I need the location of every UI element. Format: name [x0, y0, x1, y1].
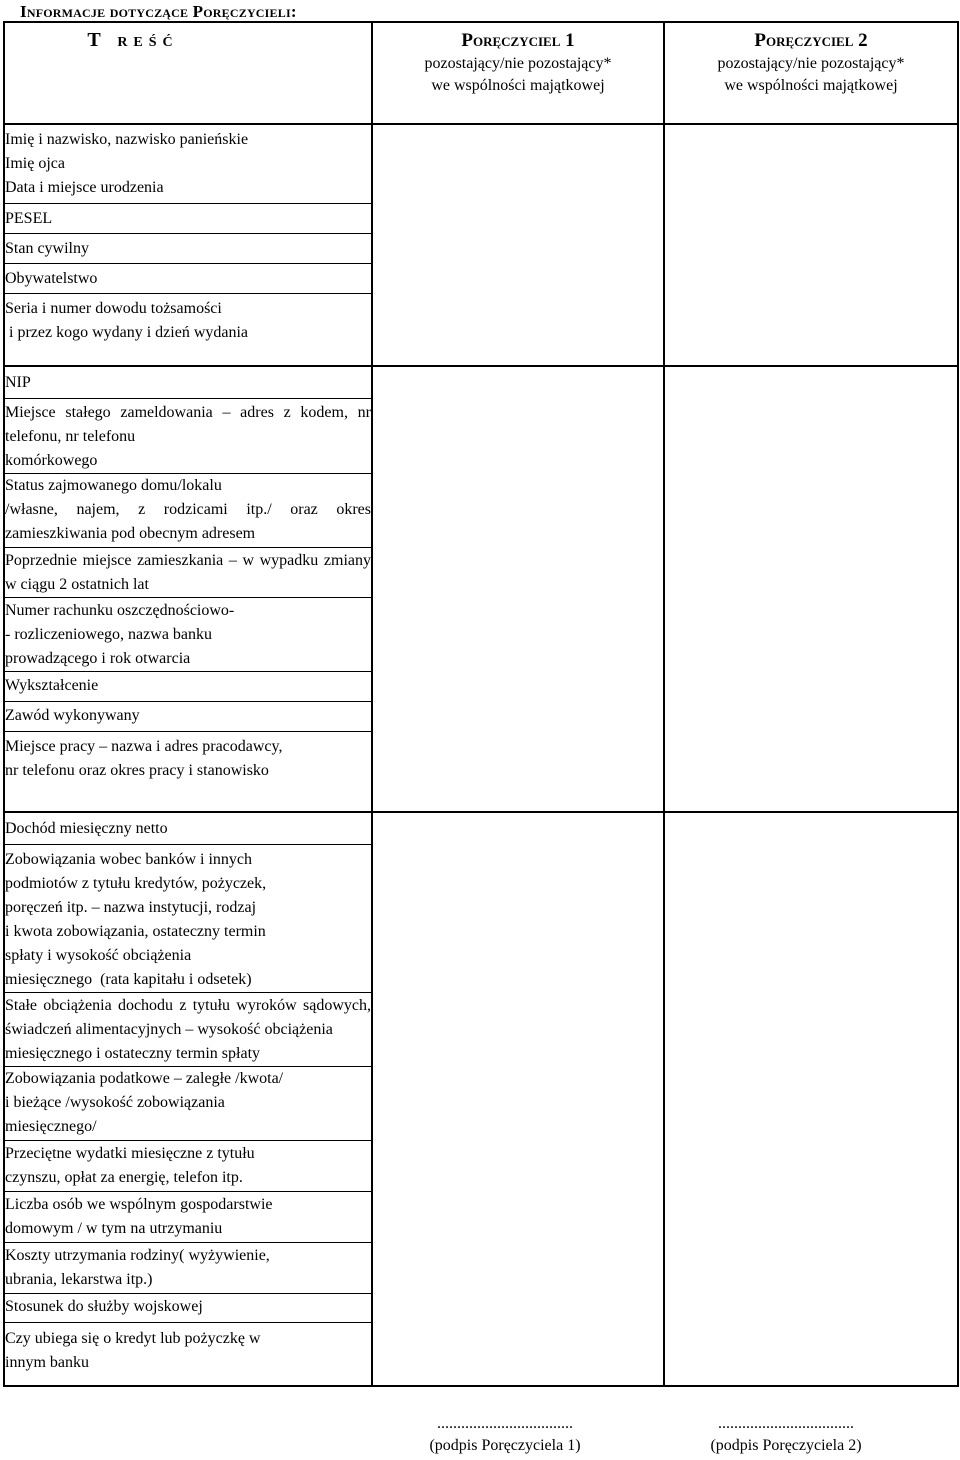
label-family-costs-2: ubrania, lekarstwa itp.) — [5, 1268, 371, 1294]
label-housing-status-2: /własne, najem, z rodzicami itp./ oraz okres zamieszkiwania pod obecnym adresem — [5, 498, 371, 548]
label-fixed-charges: Stałe obciążenia dochodu z tytułu wyroków sądowych, świadczeń alimentacyjnych – wysokość obciążenia — [5, 997, 371, 1038]
p1-address-field[interactable] — [372, 366, 664, 812]
label-liabilities-6: miesięcznego (rata kapitału i odsetek) — [5, 968, 371, 993]
label-tax-liabilities-2: i bieżące /wysokość zobowiązania — [5, 1094, 225, 1111]
label-bank-account-3: prowadzącego i rok otwarcia — [5, 647, 371, 672]
label-workplace: Miejsce pracy – nazwa i adres pracodawcy, — [5, 738, 283, 755]
page-title: Informacje dotyczące Poręczycieli: — [20, 2, 297, 21]
address-labels — [4, 366, 372, 812]
section-personal — [4, 124, 958, 366]
guarantor-info-table — [3, 21, 959, 1387]
header-poreczyciel-1: Poręczyciel 1 pozostający/nie pozostający* we wspólności majątkowej — [372, 22, 664, 124]
label-nip: NIP — [5, 369, 371, 399]
label-other-credit-2: innym banku — [5, 1354, 89, 1371]
p1-status-line: pozostający/nie pozostający* — [424, 55, 612, 72]
header-tresc: T REŚĆ — [4, 22, 372, 124]
label-registered-address: Miejsce stałego zameldowania – adres z kodem, nr telefonu, nr telefonu — [5, 404, 371, 445]
label-id-number: Seria i numer dowodu tożsamości — [5, 300, 222, 317]
p1-status-line-2: we wspólności majątkowej — [431, 77, 605, 94]
label-marital-status: Stan cywilny — [5, 234, 371, 264]
p2-personal-field[interactable] — [664, 124, 958, 366]
label-liabilities-4: i kwota zobowiązania, ostateczny termin — [5, 923, 266, 940]
label-liabilities-5: spłaty i wysokość obciążenia — [5, 947, 192, 964]
label-father-name: Imię ojca — [5, 155, 65, 172]
label-bank-account: Numer rachunku oszczędnościowo- — [5, 602, 235, 619]
finance-labels — [4, 812, 372, 1386]
p2-status-line-2: we wspólności majątkowej — [724, 77, 898, 94]
label-tax-liabilities: Zobowiązania podatkowe – zaległe /kwota/ — [5, 1070, 284, 1087]
p2-address-field[interactable] — [664, 366, 958, 812]
signature-label-2: (podpis Poręczyciela 2) — [710, 1437, 862, 1454]
label-other-credit: Czy ubiega się o kredyt lub pożyczkę w — [5, 1330, 261, 1347]
signature-poreczyciel-2 — [676, 1413, 896, 1457]
label-family-costs: Koszty utrzymania rodziny( wyżywienie, — [5, 1247, 270, 1264]
label-pesel: PESEL — [5, 204, 371, 234]
label-previous-address: Poprzednie miejsce zamieszkania – w wypadku zmiany w ciągu 2 ostatnich lat — [5, 548, 371, 598]
label-net-income: Dochód miesięczny netto — [5, 815, 371, 845]
label-expenses: Przeciętne wydatki miesięczne z tytułu — [5, 1145, 255, 1162]
p2-status-line: pozostający/nie pozostający* — [717, 55, 905, 72]
section-finances — [4, 812, 958, 1386]
label-tax-liabilities-3: miesięcznego/ — [5, 1115, 371, 1141]
label-bank-account-2: - rozliczeniowego, nazwa banku — [5, 626, 213, 643]
label-military: Stosunek do służby wojskowej — [5, 1294, 371, 1323]
label-housing-status: Status zajmowanego domu/lokalu — [5, 477, 222, 494]
signature-poreczyciel-1 — [400, 1413, 610, 1457]
label-occupation: Zawód wykonywany — [5, 702, 371, 732]
label-workplace-2: nr telefonu oraz okres pracy i stanowisko — [5, 762, 269, 779]
label-liabilities-2: podmiotów z tytułu kredytów, pożyczek, — [5, 875, 267, 892]
header-poreczyciel-2: Poręczyciel 2 pozostający/nie pozostający* we wspólności majątkowej — [664, 22, 958, 124]
label-liabilities: Zobowiązania wobec banków i innych — [5, 851, 253, 868]
label-liabilities-3: poręczeń itp. – nazwa instytucji, rodzaj — [5, 899, 257, 916]
label-registered-address-2: komórkowego — [5, 449, 371, 474]
signature-line-2: .................................. — [718, 1415, 854, 1432]
label-education: Wykształcenie — [5, 672, 371, 702]
section-address — [4, 366, 958, 812]
p2-finance-field[interactable] — [664, 812, 958, 1386]
header-row — [4, 22, 958, 124]
p1-personal-field[interactable] — [372, 124, 664, 366]
label-household-size: Liczba osób we wspólnym gospodarstwie — [5, 1196, 273, 1213]
label-fixed-charges-2: miesięcznego i ostateczny termin spłaty — [5, 1042, 371, 1067]
label-household-size-2: domowym / w tym na utrzymaniu — [5, 1217, 371, 1243]
signature-label-1: (podpis Poręczyciela 1) — [429, 1437, 581, 1454]
p1-finance-field[interactable] — [372, 812, 664, 1386]
label-citizenship: Obywatelstwo — [5, 264, 371, 294]
signature-line-1: .................................. — [437, 1415, 573, 1432]
personal-labels — [4, 124, 372, 366]
label-expenses-2: czynszu, opłat za energię, telefon itp. — [5, 1166, 371, 1192]
label-birth: Data i miejsce urodzenia — [5, 176, 371, 204]
label-id-issuer: i przez kogo wydany i dzień wydania — [5, 324, 249, 341]
label-name: Imię i nazwisko, nazwisko panieńskie — [5, 131, 249, 148]
